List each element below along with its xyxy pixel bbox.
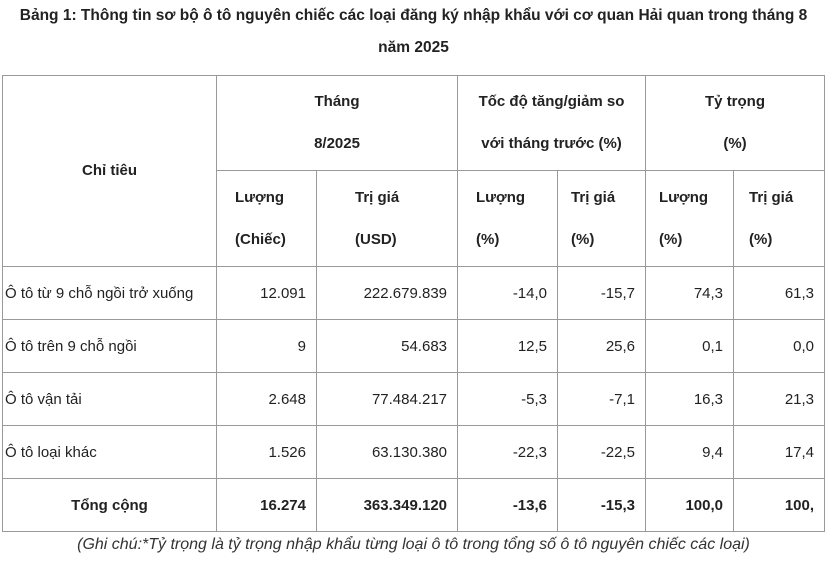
table-row [3, 426, 825, 479]
cell-value: 63.130.380 [317, 426, 458, 479]
cell-value: 77.484.217 [317, 373, 458, 426]
cell-share-value: 61,3 [734, 267, 825, 320]
cell-share-qty: 0,1 [646, 320, 734, 373]
row-label: Ô tô trên 9 chỗ ngồi [3, 320, 217, 373]
cell-change-qty: -5,3 [458, 373, 558, 426]
cell-qty: 2.648 [217, 373, 317, 426]
row-label: Ô tô vận tải [3, 373, 217, 426]
row-label: Ô tô từ 9 chỗ ngồi trở xuống [3, 267, 217, 320]
header-row-group [3, 76, 825, 171]
total-change-value: -15,3 [558, 479, 646, 532]
row-label: Ô tô loại khác [3, 426, 217, 479]
cell-qty: 12.091 [217, 267, 317, 320]
cell-change-qty: 12,5 [458, 320, 558, 373]
total-label: Tổng cộng [3, 479, 217, 532]
cell-share-value: 0,0 [734, 320, 825, 373]
cell-qty: 9 [217, 320, 317, 373]
cell-value: 54.683 [317, 320, 458, 373]
table-row [3, 320, 825, 373]
footnote: (Ghi chú:*Tỷ trọng là tỷ trọng nhập khẩu từng loại ô tô trong tổng số ô tô nguyên chiếc các loại) [77, 536, 750, 553]
header-month-value: Trị giá (USD) [317, 171, 458, 267]
header-change-value: Trị giá (%) [558, 171, 646, 267]
header-change-group: Tốc độ tăng/giảm so với tháng trước (%) [458, 76, 646, 171]
cell-share-value: 21,3 [734, 373, 825, 426]
total-value: 363.349.120 [317, 479, 458, 532]
cell-value: 222.679.839 [317, 267, 458, 320]
header-month-qty: Lượng (Chiếc) [217, 171, 317, 267]
table-row [3, 373, 825, 426]
header-share-value: Trị giá (%) [734, 171, 825, 267]
cell-share-qty: 74,3 [646, 267, 734, 320]
table-row [3, 267, 825, 320]
cell-change-value: -15,7 [558, 267, 646, 320]
total-qty: 16.274 [217, 479, 317, 532]
total-change-qty: -13,6 [458, 479, 558, 532]
table-title-line-2: năm 2025 [378, 39, 449, 56]
table-title [0, 0, 827, 64]
total-row [3, 479, 825, 532]
cell-share-qty: 9,4 [646, 426, 734, 479]
cell-change-value: -22,5 [558, 426, 646, 479]
total-share-value: 100, [734, 479, 825, 532]
header-share-qty: Lượng (%) [646, 171, 734, 267]
cell-change-value: 25,6 [558, 320, 646, 373]
total-share-qty: 100,0 [646, 479, 734, 532]
table-title-line-1: Bảng 1: Thông tin sơ bộ ô tô nguyên chiếc các loại đăng ký nhập khẩu với cơ quan Hải quan trong tháng 8 [19, 7, 808, 24]
cell-change-qty: -14,0 [458, 267, 558, 320]
header-month-group: Tháng 8/2025 [217, 76, 458, 171]
header-change-qty: Lượng (%) [458, 171, 558, 267]
cell-share-qty: 16,3 [646, 373, 734, 426]
cell-change-value: -7,1 [558, 373, 646, 426]
header-indicator: Chỉ tiêu [3, 76, 217, 267]
header-share-group: Tỷ trọng (%) [646, 76, 825, 171]
cell-share-value: 17,4 [734, 426, 825, 479]
cell-change-qty: -22,3 [458, 426, 558, 479]
car-import-table [2, 75, 825, 532]
cell-qty: 1.526 [217, 426, 317, 479]
